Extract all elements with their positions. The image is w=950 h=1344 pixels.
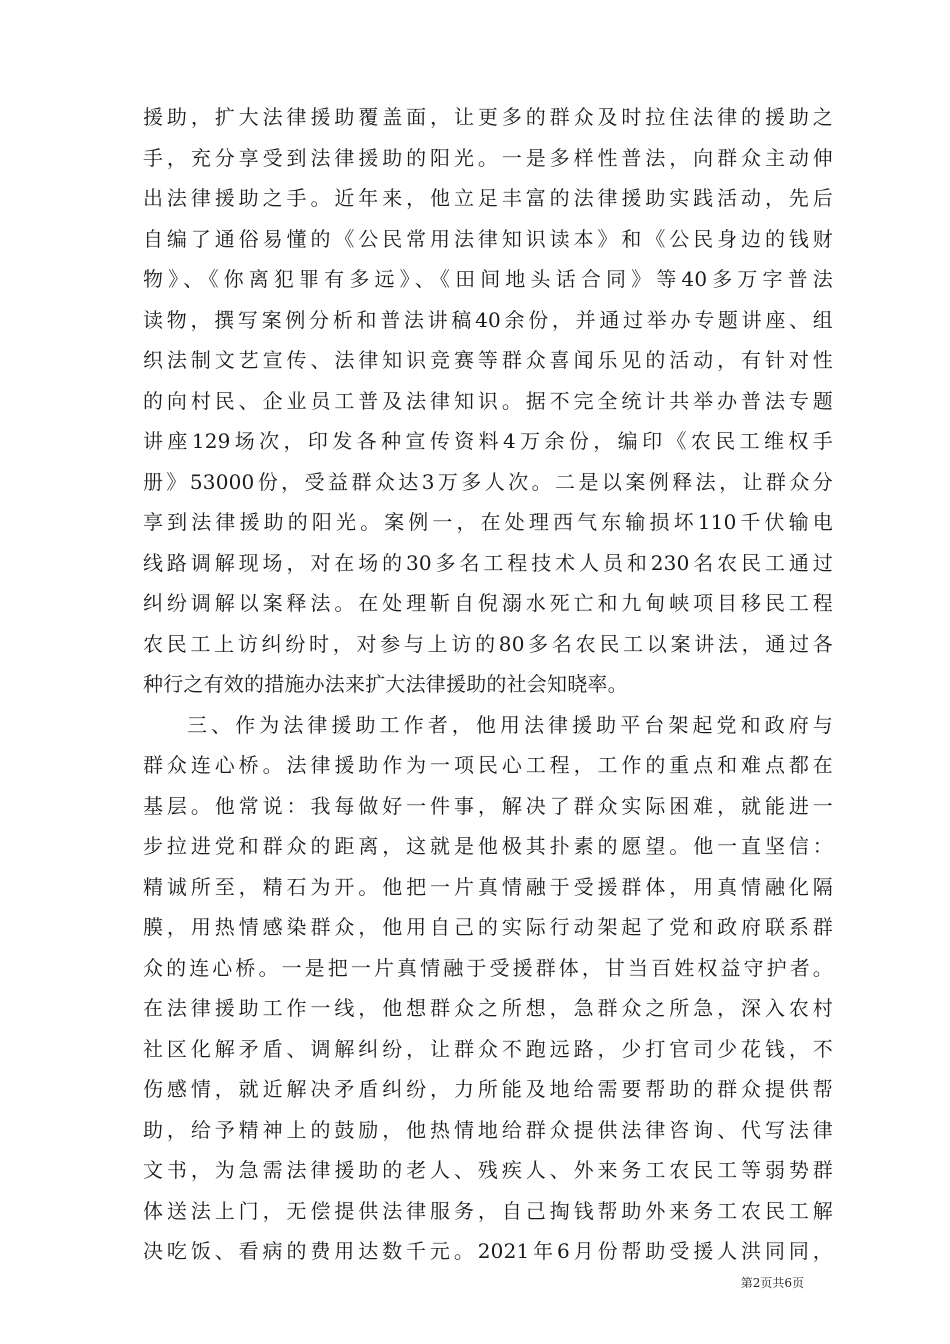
text-line: 线路调解现场，对在场的30多名工程技术人员和230名农民工通过 xyxy=(143,550,833,575)
text-line: 膜，用热情感染群众，他用自己的实际行动架起了党和政府联系群 xyxy=(143,915,833,939)
text-line: 织法制文艺宣传、法律知识竞赛等群众喜闻乐见的活动，有针对性 xyxy=(143,348,833,372)
text-line: 手，充分享受到法律援助的阳光。一是多样性普法，向群众主动伸 xyxy=(143,145,833,170)
text-line: 的向村民、企业员工普及法律知识。据不完全统计共举办普法专题 xyxy=(143,388,833,413)
text-line: 读物，撰写案例分析和普法讲稿40余份，并通过举办专题讲座、组 xyxy=(143,307,833,332)
body-text xyxy=(143,97,833,1272)
text-line: 享到法律援助的阳光。案例一，在处理西气东输损坏110千伏输电 xyxy=(143,510,833,534)
text-line: 讲座129场次，印发各种宣传资料4万余份，编印《农民工维权手 xyxy=(143,429,833,453)
text-line: 众的连心桥。一是把一片真情融于受援群体，甘当百姓权益守护者。 xyxy=(143,955,833,980)
text-line: 助，给予精神上的鼓励，他热情地给群众提供法律咨询、代写法律 xyxy=(143,1117,833,1142)
text-line: 基层。他常说：我每做好一件事，解决了群众实际困难，就能进一 xyxy=(143,793,833,818)
text-line: 册》53000份，受益群众达3万多人次。二是以案例释法，让群众分 xyxy=(143,469,833,494)
text-line: 援助，扩大法律援助覆盖面，让更多的群众及时拉住法律的援助之 xyxy=(143,105,833,129)
paragraph-end-line: 种行之有效的措施办法来扩大法律援助的社会知晓率。 xyxy=(143,672,628,696)
text-line: 社区化解矛盾、调解纠纷，让群众不跑远路，少打官司少花钱，不 xyxy=(143,1036,833,1061)
text-line: 体送法上门，无偿提供法律服务，自己掏钱帮助外来务工农民工解 xyxy=(143,1198,833,1223)
text-line: 纠纷调解以案释法。在处理靳自倪溺水死亡和九甸峡项目移民工程 xyxy=(143,591,833,615)
text-line: 在法律援助工作一线，他想群众之所想，急群众之所急，深入农村 xyxy=(143,996,833,1020)
text-line: 决吃饭、看病的费用达数千元。2021年6月份帮助受援人洪同同， xyxy=(143,1239,833,1263)
paragraph-start-line: 三、作为法律援助工作者，他用法律援助平台架起党和政府与 xyxy=(187,712,833,737)
text-line: 出法律援助之手。近年来，他立足丰富的法律援助实践活动，先后 xyxy=(143,186,833,210)
page-number: 第2页共6页 xyxy=(740,1276,804,1290)
text-line: 伤感情，就近解决矛盾纠纷，力所能及地给需要帮助的群众提供帮 xyxy=(143,1077,833,1101)
text-line: 文书，为急需法律援助的老人、残疾人、外来务工农民工等弱势群 xyxy=(143,1158,833,1182)
text-line: 群众连心桥。法律援助作为一项民心工程，工作的重点和难点都在 xyxy=(143,753,833,777)
text-line: 物》、《你离犯罪有多远》、《田间地头话合同》等40多万字普法 xyxy=(143,267,833,291)
text-line: 自编了通俗易懂的《公民常用法律知识读本》和《公民身边的钱财 xyxy=(143,226,833,251)
text-line: 农民工上访纠纷时，对参与上访的80多名农民工以案讲法，通过各 xyxy=(143,631,833,656)
text-line: 步拉进党和群众的距离，这就是他极其扑素的愿望。他一直坚信： xyxy=(143,834,833,858)
text-line: 精诚所至，精石为开。他把一片真情融于受援群体，用真情融化隔 xyxy=(143,874,833,899)
